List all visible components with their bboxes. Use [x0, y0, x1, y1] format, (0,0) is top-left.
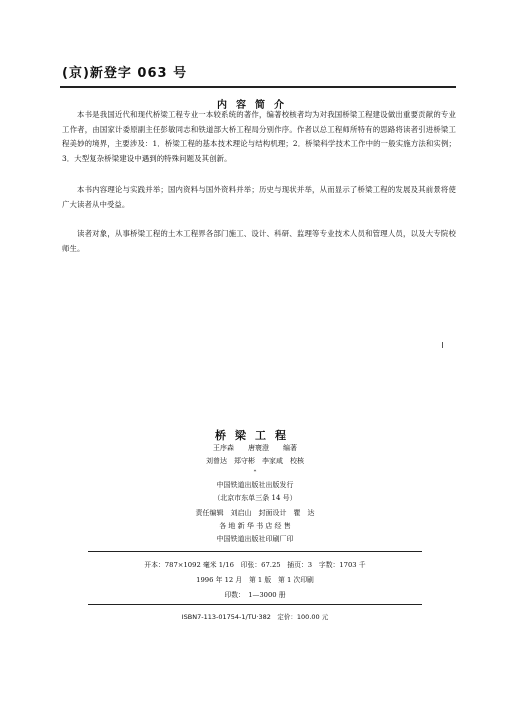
summary-paragraph-1: 本书是我国近代和现代桥梁工程专业一本较系统的著作，编著校核者均为对我国桥梁工程建设做出重要贡献的专业工作者，由国家计委原副主任彭敏同志和铁道部大桥工程局分别作序。作者以总工程师所特有的思路将读者引进桥梁工程美妙的境界，主要涉及：1．桥梁工程的基本技术理论与结构机理；2．桥梁科学技术工作中的一般实施方法和实例；3．大型复杂桥梁建设中遇到的特殊问题及其创新。 — [62, 110, 456, 163]
reviewers-line: 刘曾达 郑守彬 李家咸 校核 — [206, 457, 304, 465]
publisher-address: （北京市东单三条 14 号） — [213, 494, 297, 502]
summary-paragraph-2: 本书内容理论与实践并举；国内资料与国外资料并举；历史与现状并举，从而显示了桥梁工程的发展及其前景将使广大读者从中受益。 — [62, 185, 456, 209]
book-title: 桥梁工程 — [215, 429, 295, 442]
distributor-line: 各 地 新 华 书 店 经 售 — [219, 522, 291, 530]
summary-paragraph-3: 读者对象，从事桥梁工程的土木工程界各部门施工、设计、科研、监理等专业技术人员和管理人员，以及大专院校师生。 — [62, 229, 456, 253]
separator-star: * — [253, 469, 257, 475]
registration-number: (京)新登字 063 号 — [62, 66, 188, 81]
authors-line: 王序森 唐寰澄 编著 — [213, 444, 297, 452]
format-line: 开本：787×1092 毫米 1/16 印张：67.25 插页：3 字数：1703 千 — [144, 561, 366, 569]
publisher-line: 中国铁道出版社出版发行 — [216, 481, 294, 489]
print-run-line: 印数： 1—3000 册 — [224, 591, 286, 599]
header-rule — [60, 86, 456, 88]
scan-mark — [442, 342, 443, 348]
summary-heading: 内容简介 — [217, 100, 293, 111]
edition-line: 1996 年 12 月 第 1 版 第 1 次印刷 — [196, 576, 314, 584]
isbn-price-line: ISBN7-113-01754-1/TU·382 定价：100.00 元 — [181, 613, 329, 621]
editors-line: 责任编辑 刘启山 封面设计 瞿 达 — [195, 509, 315, 517]
printer-line: 中国铁道出版社印刷厂印 — [216, 535, 294, 543]
specs-top-rule — [88, 551, 422, 552]
specs-bottom-rule — [88, 604, 422, 605]
